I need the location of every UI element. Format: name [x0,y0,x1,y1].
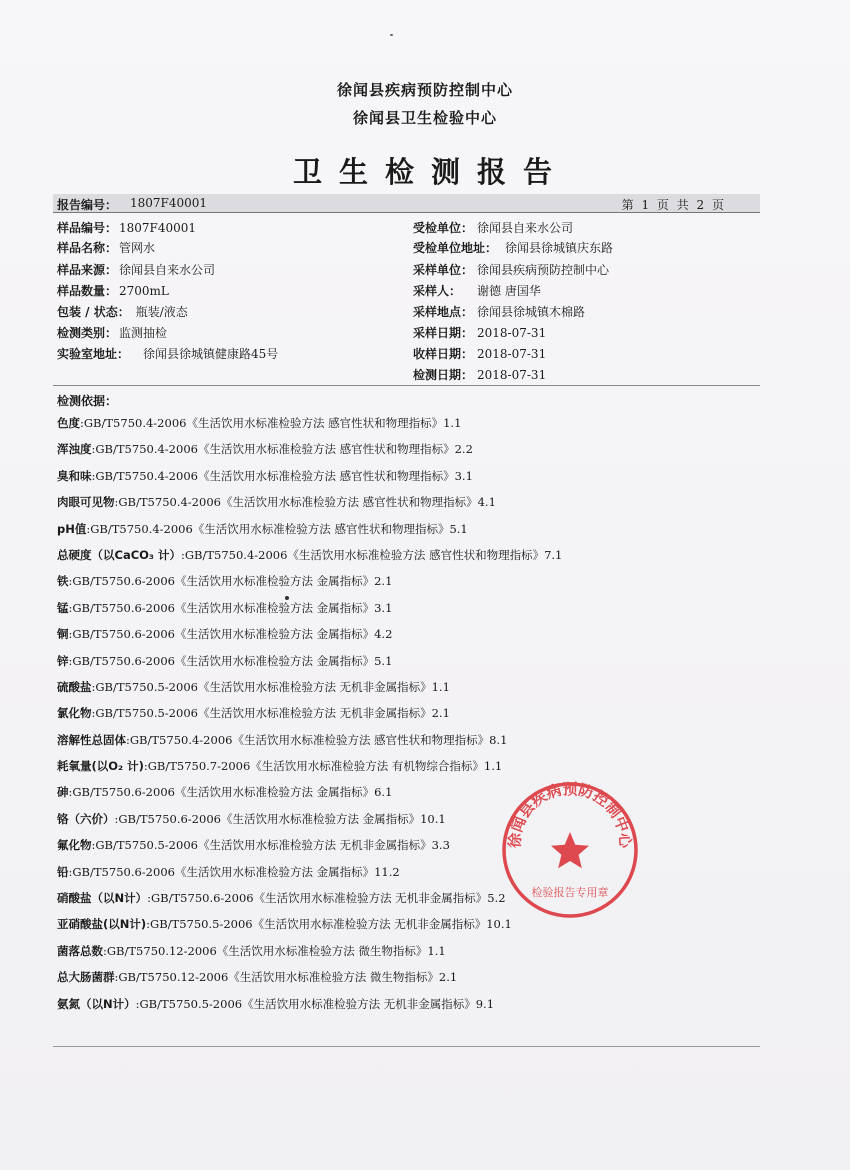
report-number-label: 报告编号： [57,198,118,212]
basis-item [57,730,562,756]
seal-bottom-text: 检验报告专用章 [531,886,609,899]
inspected-address-row [413,239,613,256]
test-category-row [57,324,167,341]
basis-item-name: 铬（六价） [57,811,115,826]
field-label: 检测日期： [413,368,474,382]
basis-item [57,466,562,492]
field-value: 徐闻县徐城镇健康路45号 [143,347,279,361]
basis-item-text: :GB/T5750.12-2006《生活饮用水标准检验方法 微生物指标》2.1 [114,970,458,985]
report-number-bar [53,194,760,213]
lab-address-row [57,345,278,362]
basis-item-text: :GB/T5750.6-2006《生活饮用水标准检验方法 金属指标》11.2 [68,864,400,879]
basis-item-name: 铜 [57,627,69,642]
basis-item [57,571,562,597]
basis-item [57,519,562,545]
basis-item-name: pH值 [57,521,87,536]
basis-item [57,545,562,571]
basis-item-text: :GB/T5750.4-2006《生活饮用水标准检验方法 感官性状和物理指标》1.1 [80,416,462,430]
basis-item [57,677,562,703]
test-date-row [413,366,546,383]
basis-item [57,994,562,1020]
basis-item [57,413,562,439]
field-label: 采样人： [413,284,462,298]
report-title: 卫生检测报告 [292,155,569,189]
basis-item-text: :GB/T5750.5-2006《生活饮用水标准检验方法 无机非金属指标》9.1 [135,996,495,1011]
basis-item-name: 锰 [57,600,69,615]
basis-item-name: 铅 [57,864,69,879]
field-label: 受检单位地址： [413,241,498,255]
field-label: 样品来源： [57,263,118,277]
basis-item [57,862,562,888]
basis-item-text: :GB/T5750.4-2006《生活饮用水标准检验方法 感官性状和物理指标》3.1 [91,468,473,483]
field-value: 徐闻县徐城镇木棉路 [477,305,586,319]
basis-item [57,624,562,650]
field-label: 采样单位： [413,263,474,277]
basis-item [57,492,562,518]
basis-item-name: 浑浊度 [57,442,92,457]
basis-item-text: :GB/T5750.6-2006《生活饮用水标准检验方法 无机非金属指标》5.2 [147,891,506,906]
sample-number-row [57,219,196,236]
field-label: 样品名称： [57,241,118,255]
field-value: 徐闻县疾病预防控制中心 [477,263,610,277]
field-value: 2018-07-31 [477,368,547,382]
basis-item-name: 铁 [57,574,69,589]
receive-date-row [413,345,546,362]
sample-source-row [57,261,215,278]
basis-item-text: :GB/T5750.4-2006《生活饮用水标准检验方法 感官性状和物理指标》2.2 [91,442,473,457]
basis-item [57,703,562,729]
field-value: 徐闻县徐城镇庆东路 [505,241,614,255]
sampler-row [413,282,541,299]
field-label: 样品数量： [57,284,118,298]
basis-item [57,941,562,967]
basis-item-name: 溶解性总固体 [57,732,126,747]
basis-item-name: 锌 [57,653,69,668]
org-line-2: 徐闻县卫生检验中心 [352,109,497,127]
basis-item-text: :GB/T5750.6-2006《生活饮用水标准检验方法 金属指标》5.1 [68,653,393,668]
field-value: 徐闻县自来水公司 [119,263,216,277]
packaging-row [57,303,188,320]
basis-list [57,413,562,1020]
field-value: 1807F40001 [119,221,197,235]
basis-heading: 检测依据： [57,394,118,408]
basis-item-text: :GB/T5750.5-2006《生活饮用水标准检验方法 无机非金属指标》3.3 [91,838,450,853]
basis-item [57,914,562,940]
basis-item [57,598,562,624]
basis-item-text: :GB/T5750.6-2006《生活饮用水标准检验方法 金属指标》3.1 [68,600,393,615]
field-label: 受检单位： [413,221,474,235]
basis-item-text: :GB/T5750.4-2006《生活饮用水标准检验方法 感官性状和物理指标》7.1 [180,547,563,562]
basis-item [57,651,562,677]
basis-item-name: 色度 [57,416,80,430]
sample-name-row [57,239,155,256]
org-line-1: 徐闻县疾病预防控制中心 [336,81,513,99]
basis-item-name: 硝酸盐（以N计） [57,891,148,906]
page-info: 第 1 页 共 2 页 [621,198,724,212]
basis-item-name: 总大肠菌群 [57,970,115,985]
basis-item-name: 氯化物 [57,706,92,721]
field-value: 监测抽检 [119,326,168,340]
basis-item-name: 耗氧量(以O₂ 计) [57,759,144,774]
sampling-date-row [413,324,546,341]
field-label: 采样地点： [413,305,474,319]
basis-item-name: 菌落总数 [57,943,103,958]
basis-item-text: :GB/T5750.12-2006《生活饮用水标准检验方法 微生物指标》1.1 [103,943,446,958]
basis-item-text: :GB/T5750.4-2006《生活饮用水标准检验方法 感官性状和物理指标》4.1 [114,495,496,510]
basis-item-name: 氨氮（以N计） [57,996,136,1011]
report-number-value: 1807F40001 [130,196,208,210]
basis-item [57,888,562,914]
basis-item-text: :GB/T5750.4-2006《生活饮用水标准检验方法 感官性状和物理指标》5.1 [86,521,468,536]
field-label: 包装 / 状态： [57,305,130,319]
seal-star-icon [551,832,589,868]
field-value: 徐闻县自来水公司 [477,221,574,235]
basis-item-text: :GB/T5750.5-2006《生活饮用水标准检验方法 无机非金属指标》2.1 [91,706,450,721]
field-label: 采样日期： [413,326,474,340]
basis-item-name: 砷 [57,785,69,800]
section-divider [53,385,760,386]
official-seal [500,780,640,920]
sampling-location-row [413,303,585,320]
basis-item-name: 总硬度（以CaCO₃ 计） [57,547,181,562]
basis-item-text: :GB/T5750.6-2006《生活饮用水标准检验方法 金属指标》2.1 [68,574,393,589]
field-value: 2018-07-31 [477,347,547,361]
field-label: 检测类别： [57,326,118,340]
basis-item-name: 氟化物 [57,838,92,853]
field-label: 收样日期： [413,347,474,361]
basis-item [57,439,562,465]
basis-item-name: 臭和味 [57,468,92,483]
field-value: 2018-07-31 [477,326,547,340]
basis-item-name: 亚硝酸盐(以N计) [57,917,147,932]
field-label: 实验室地址： [57,347,130,361]
scan-speck [285,596,289,600]
basis-item [57,756,562,782]
basis-item-text: :GB/T5750.5-2006《生活饮用水标准检验方法 无机非金属指标》10.1 [146,917,512,932]
basis-item-text: :GB/T5750.5-2006《生活饮用水标准检验方法 无机非金属指标》1.1 [91,679,450,694]
basis-item-text: :GB/T5750.7-2006《生活饮用水标准检验方法 有机物综合指标》1.1 [143,759,503,774]
basis-item-name: 肉眼可见物 [57,495,115,510]
basis-item [57,967,562,993]
basis-item [57,809,562,835]
basis-item [57,835,562,861]
basis-item [57,782,562,808]
footer-divider [53,1046,760,1047]
field-value: 2700mL [119,284,169,298]
field-label: 样品编号： [57,221,118,235]
basis-item-text: :GB/T5750.6-2006《生活饮用水标准检验方法 金属指标》10.1 [114,811,446,826]
basis-item-text: :GB/T5750.4-2006《生活饮用水标准检验方法 感官性状和物理指标》8.1 [126,732,508,747]
inspected-unit-row [413,219,573,236]
seal-arc-text: 徐闻县疾病预防控制中心 [505,780,635,849]
scan-speck [390,34,393,36]
field-value: 管网水 [119,241,156,255]
basis-item-text: :GB/T5750.6-2006《生活饮用水标准检验方法 金属指标》4.2 [68,627,393,642]
field-value: 瓶装/液态 [135,305,188,319]
basis-item-name: 硫酸盐 [57,679,92,694]
sampling-unit-row [413,261,609,278]
basis-item-text: :GB/T5750.6-2006《生活饮用水标准检验方法 金属指标》6.1 [68,785,393,800]
sample-quantity-row [57,282,169,299]
field-value: 谢德 唐国华 [477,284,541,298]
